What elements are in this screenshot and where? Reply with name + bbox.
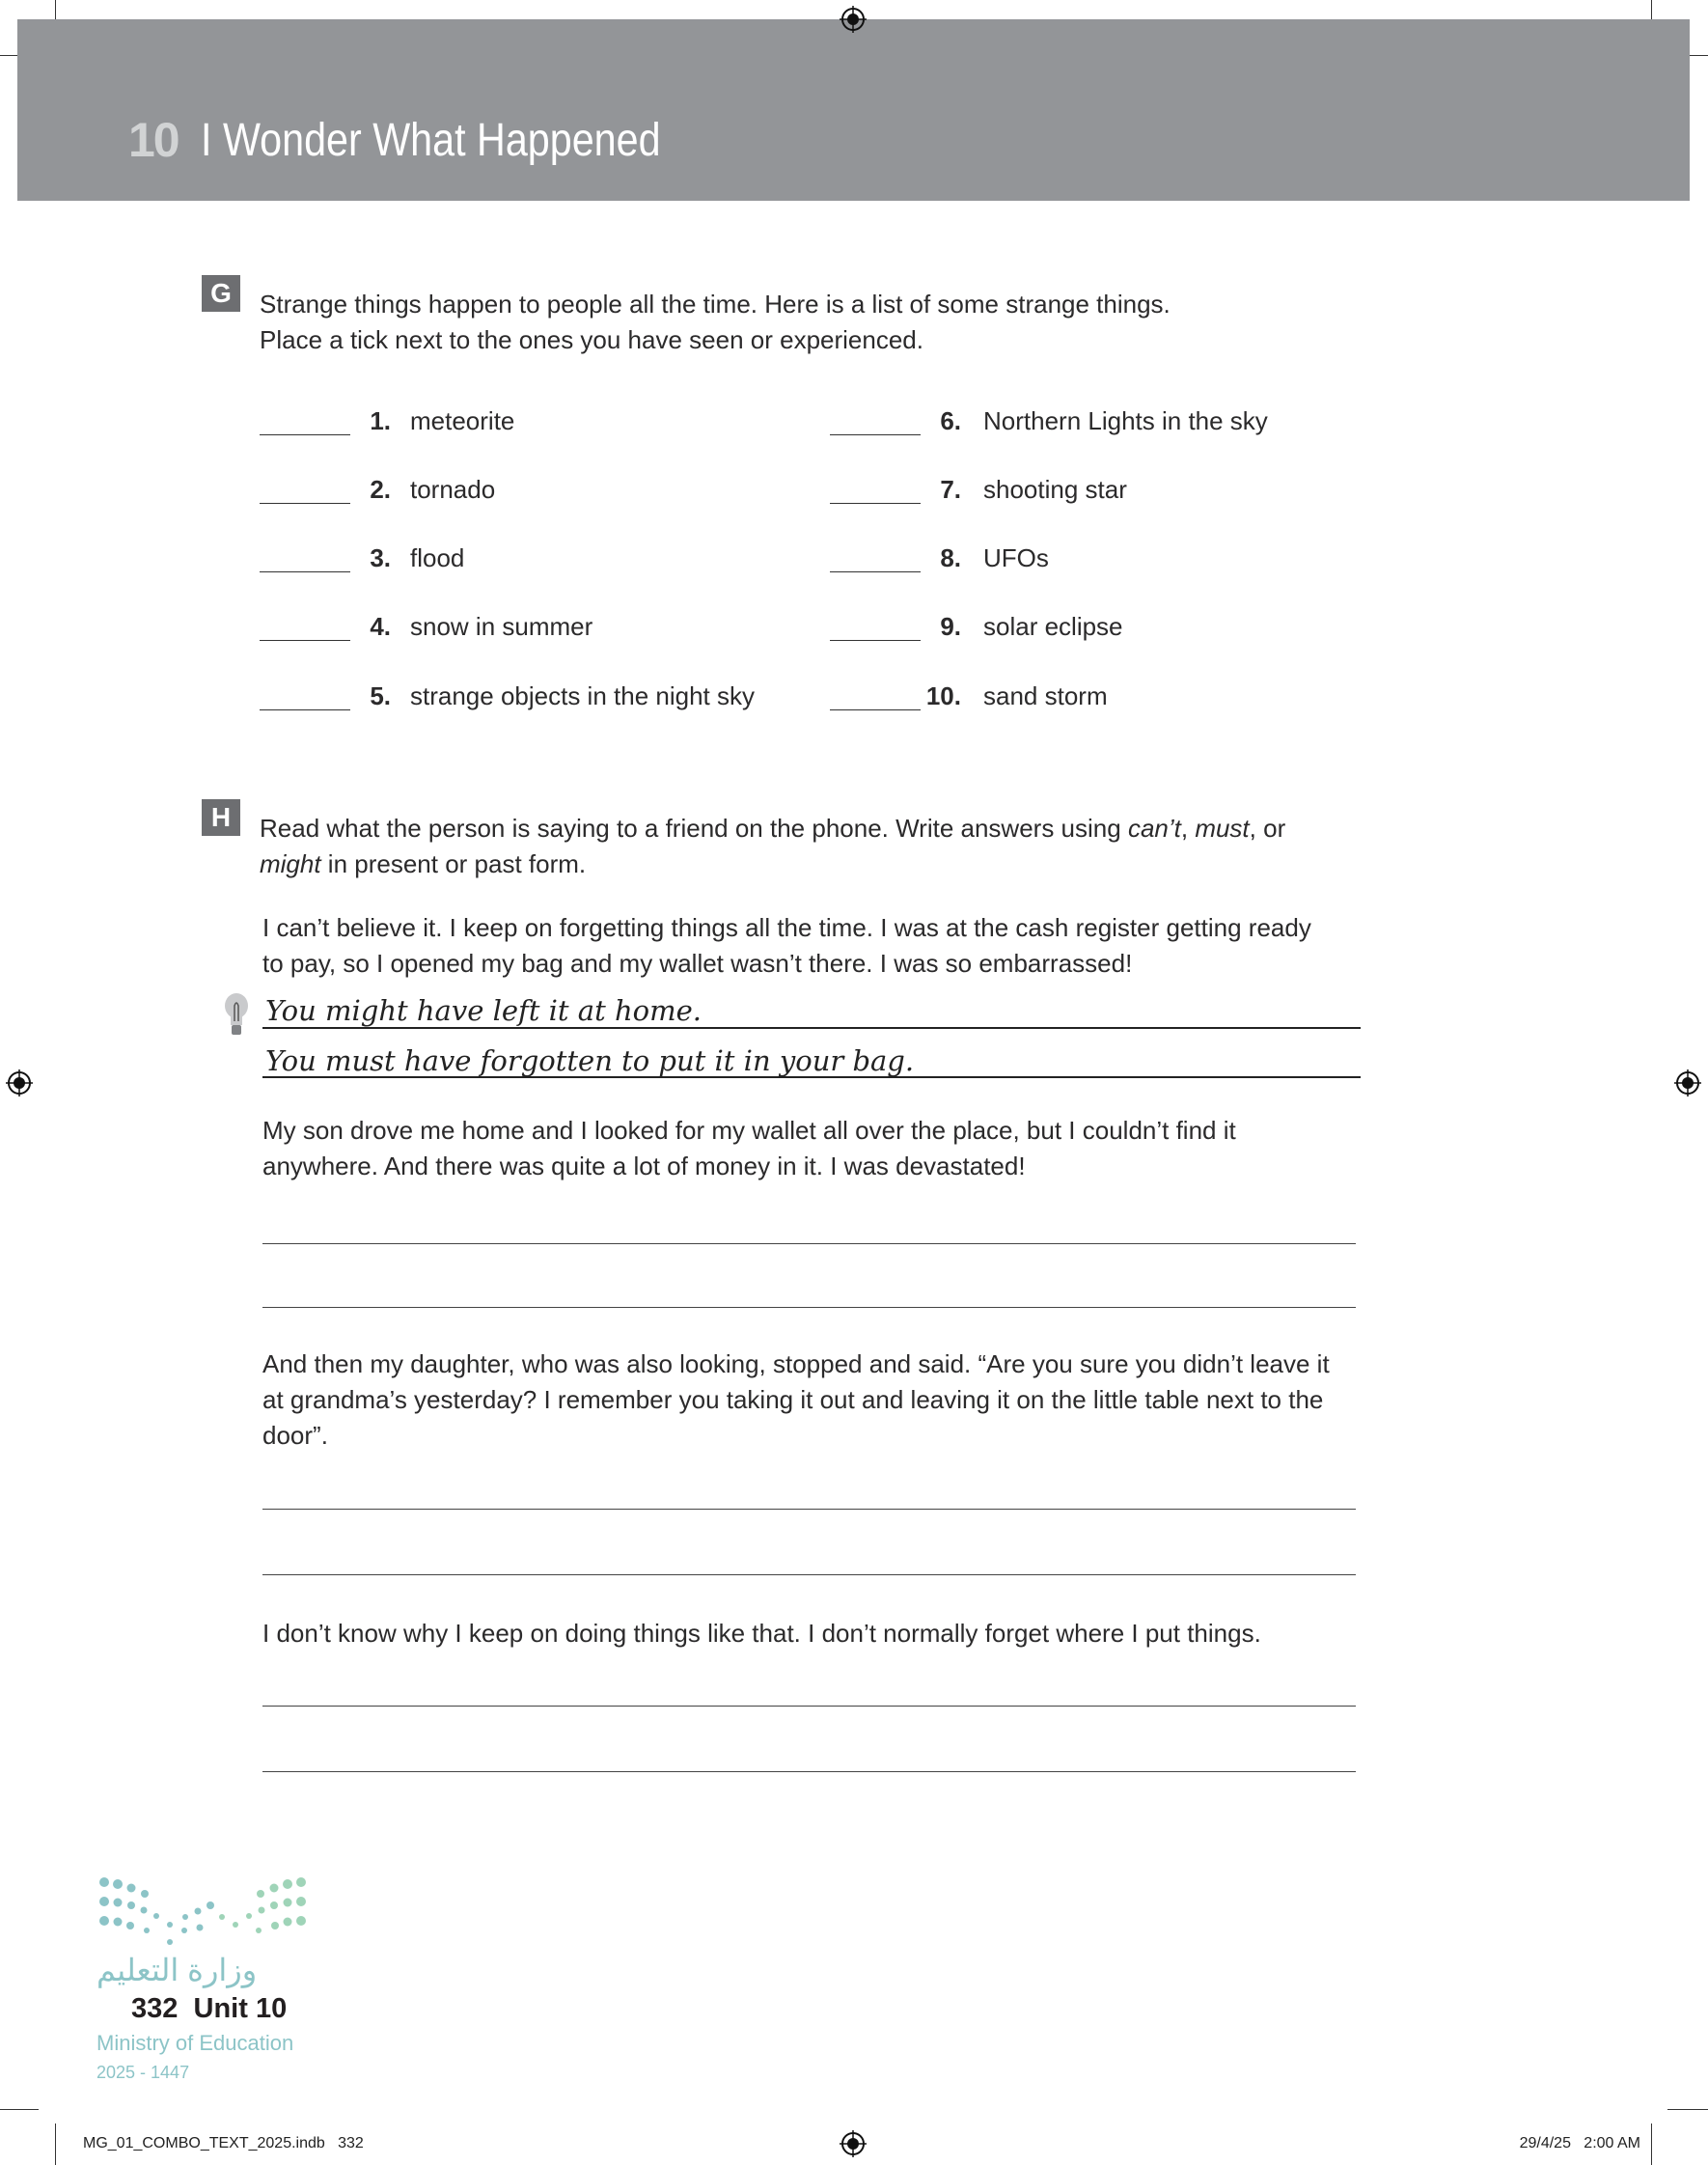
unit-label: Unit 10	[193, 1993, 288, 2024]
item-label: shooting star	[983, 475, 1127, 504]
unit-number: 10	[128, 113, 179, 167]
crop-mark	[55, 2123, 56, 2165]
item-label: solar eclipse	[983, 612, 1123, 641]
instruction-text: Read what the person is saying to a friend on the phone. Write answers using	[260, 814, 1128, 843]
ministry-logo-arabic: وزارة التعليم	[96, 1953, 258, 1987]
item-label: sand storm	[983, 681, 1108, 710]
item-number: 2.	[370, 475, 391, 504]
modal-word: must	[1195, 814, 1250, 843]
section-g-instruction: Strange things happen to people all the time. Here is a list of some strange things.	[260, 290, 1171, 319]
answer-line	[262, 1027, 1361, 1029]
ministry-logo-english: Ministry of Education	[96, 2031, 294, 2055]
answer-line[interactable]	[262, 1574, 1356, 1575]
modal-word: can’t	[1127, 814, 1181, 843]
ministry-logo-icon	[96, 1876, 309, 1950]
instruction-text: , or	[1249, 814, 1286, 843]
speech-paragraph-line: And then my daughter, who was also looking, stopped and said. “Are you sure you didn’t leave it	[262, 1349, 1330, 1378]
section-h-instruction	[260, 847, 586, 882]
registration-mark-icon	[840, 2130, 867, 2157]
speech-paragraph-line: to pay, so I opened my bag and my wallet wasn’t there. I was so embarrassed!	[262, 949, 1133, 978]
page-number: 332	[131, 1993, 179, 2024]
ministry-logo-year: 2025 - 1447	[96, 2063, 190, 2082]
item-number: 6.	[940, 406, 961, 435]
crop-mark	[1651, 2123, 1652, 2165]
speech-paragraph-line: I can’t believe it. I keep on forgetting things all the time. I was at the cash register getting ready	[262, 913, 1311, 942]
registration-mark-icon	[840, 6, 867, 33]
crop-mark	[1667, 2109, 1708, 2110]
example-answer: You might have left it at home.	[265, 994, 702, 1027]
answer-line[interactable]	[262, 1706, 1356, 1707]
speech-paragraph-line: I don’t know why I keep on doing things like that. I don’t normally forget where I put things.	[262, 1619, 1261, 1648]
unit-header-band	[17, 19, 1690, 201]
item-label: snow in summer	[410, 612, 593, 641]
instruction-text: in present or past form.	[320, 849, 587, 878]
item-label: tornado	[410, 475, 496, 504]
answer-line[interactable]	[262, 1771, 1356, 1772]
lightbulb-icon	[224, 992, 249, 1037]
item-number: 3.	[370, 543, 391, 572]
slug-file-info: MG_01_COMBO_TEXT_2025.indb 332	[83, 2135, 364, 2151]
item-number: 8.	[940, 543, 961, 572]
unit-title: I Wonder What Happened	[201, 115, 661, 166]
slug-date-info: 29/4/25 2:00 AM	[1519, 2135, 1640, 2151]
item-label: UFOs	[983, 543, 1049, 572]
item-number: 9.	[940, 612, 961, 641]
item-label: meteorite	[410, 406, 515, 435]
item-label: Northern Lights in the sky	[983, 406, 1268, 435]
speech-paragraph-line: My son drove me home and I looked for my wallet all over the place, but I couldn’t find it	[262, 1116, 1236, 1145]
item-label: strange objects in the night sky	[410, 681, 755, 710]
registration-mark-icon	[1674, 1069, 1701, 1096]
registration-mark-icon	[6, 1069, 33, 1096]
crop-mark	[0, 2109, 39, 2110]
answer-line	[262, 1076, 1361, 1078]
example-answer: You must have forgotten to put it in your bag.	[265, 1044, 915, 1077]
speech-paragraph-line: door”.	[262, 1421, 328, 1450]
item-number: 7.	[940, 475, 961, 504]
item-number: 10.	[925, 681, 961, 710]
page-footer	[131, 1992, 287, 2025]
section-g-badge: G	[202, 275, 240, 312]
modal-word: might	[260, 849, 321, 878]
speech-paragraph-line: anywhere. And there was quite a lot of money in it. I was devastated!	[262, 1152, 1026, 1180]
item-number: 1.	[370, 406, 391, 435]
section-h-instruction	[260, 811, 1285, 847]
item-number: 5.	[370, 681, 391, 710]
item-label: flood	[410, 543, 465, 572]
item-number: 4.	[370, 612, 391, 641]
speech-paragraph-line: at grandma’s yesterday? I remember you taking it out and leaving it on the little table next to the	[262, 1385, 1324, 1414]
answer-line[interactable]	[262, 1243, 1356, 1244]
answer-line[interactable]	[262, 1307, 1356, 1308]
section-h-badge: H	[202, 799, 240, 836]
section-g-instruction: Place a tick next to the ones you have seen or experienced.	[260, 325, 923, 354]
answer-line[interactable]	[262, 1509, 1356, 1510]
instruction-text: ,	[1180, 814, 1196, 843]
